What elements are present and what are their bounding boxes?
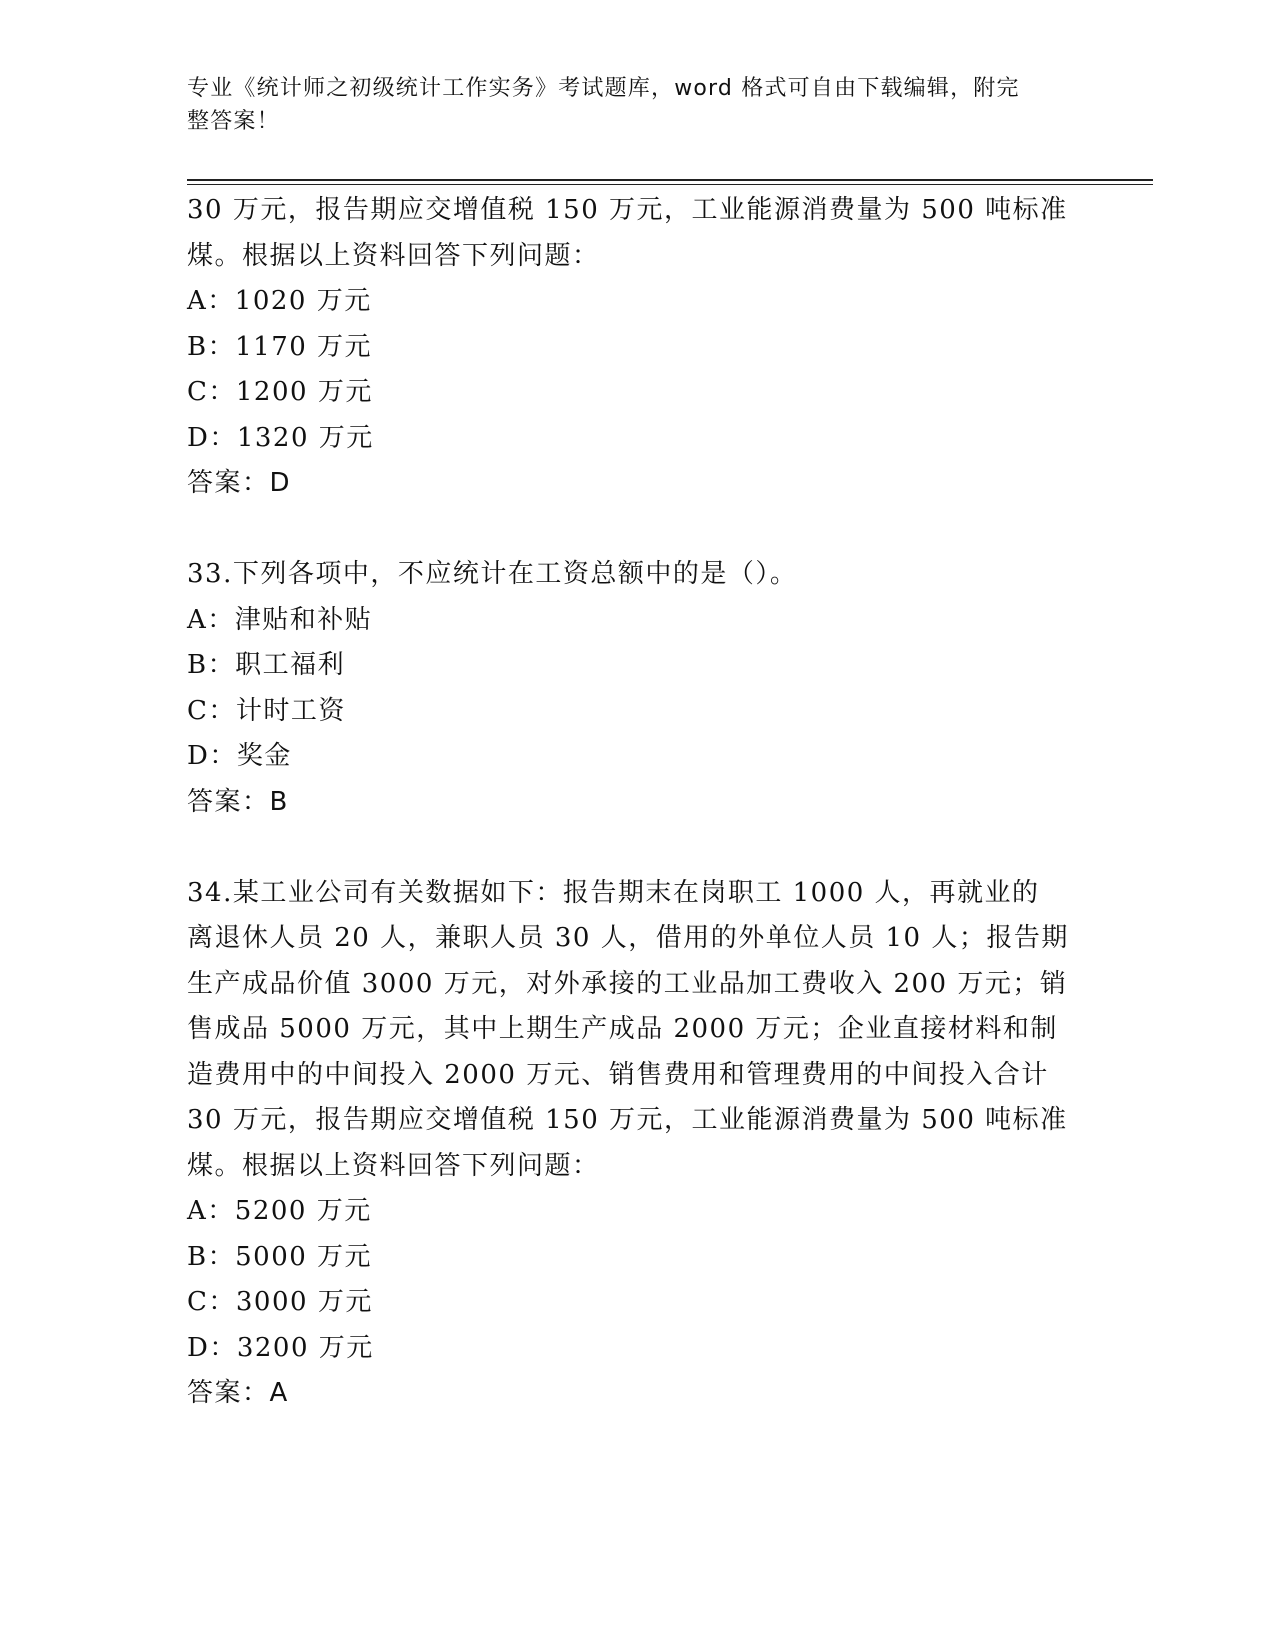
option-a: A：津贴和补贴	[187, 604, 373, 635]
option-c: C：计时工资	[187, 695, 346, 726]
option-d: D：1320 万元	[187, 422, 374, 453]
question-block-34	[187, 871, 1087, 1417]
spacer	[187, 825, 1087, 871]
option-d: D：奖金	[187, 741, 292, 771]
header-rule-thick	[187, 179, 1153, 181]
question-block-prev	[187, 188, 1087, 507]
option-c: C：3000 万元	[187, 1287, 373, 1317]
question-text-line: 生产成品价值 3000 万元，对外承接的工业品加工费收入 200 万元；销	[187, 968, 1068, 999]
option-b: B：1170 万元	[187, 331, 373, 362]
option-a: A：1020 万元	[187, 286, 372, 316]
header-line-1: 专业《统计师之初级统计工作实务》考试题库，word 格式可自由下载编辑，附完	[187, 76, 1020, 101]
document-header	[187, 72, 1067, 138]
question-text-line: 30 万元，报告期应交增值税 150 万元，工业能源消费量为 500 吨标准	[187, 1105, 1068, 1135]
question-text-line: 34.某工业公司有关数据如下：报告期末在岗职工 1000 人，再就业的	[187, 877, 1040, 908]
question-text-line: 煤。根据以上资料回答下列问题：	[187, 240, 600, 271]
option-d: D：3200 万元	[187, 1332, 374, 1363]
option-a: A：5200 万元	[187, 1196, 372, 1226]
question-text-line: 售成品 5000 万元，其中上期生产成品 2000 万元；企业直接材料和制	[187, 1014, 1058, 1044]
header-line-2: 整答案！	[187, 109, 280, 134]
question-content	[187, 188, 1087, 1417]
answer-label: 答案：D	[187, 468, 292, 498]
option-b: B：5000 万元	[187, 1241, 373, 1272]
option-c: C：1200 万元	[187, 377, 373, 407]
spacer	[187, 507, 1087, 553]
question-text-line: 造费用中的中间投入 2000 万元、销售费用和管理费用的中间投入合计	[187, 1059, 1049, 1090]
question-text-line: 煤。根据以上资料回答下列问题：	[187, 1150, 600, 1181]
option-b: B：职工福利	[187, 650, 346, 680]
question-text-line: 离退休人员 20 人，兼职人员 30 人，借用的外单位人员 10 人；报告期	[187, 923, 1069, 953]
answer-label: 答案：A	[187, 1378, 289, 1408]
question-text-line: 33.下列各项中，不应统计在工资总额中的是（）。	[187, 559, 798, 589]
header-rule-thin	[187, 184, 1153, 185]
question-block-33	[187, 552, 1087, 825]
question-text-line: 30 万元，报告期应交增值税 150 万元，工业能源消费量为 500 吨标准	[187, 195, 1068, 225]
answer-label: 答案：B	[187, 786, 289, 817]
